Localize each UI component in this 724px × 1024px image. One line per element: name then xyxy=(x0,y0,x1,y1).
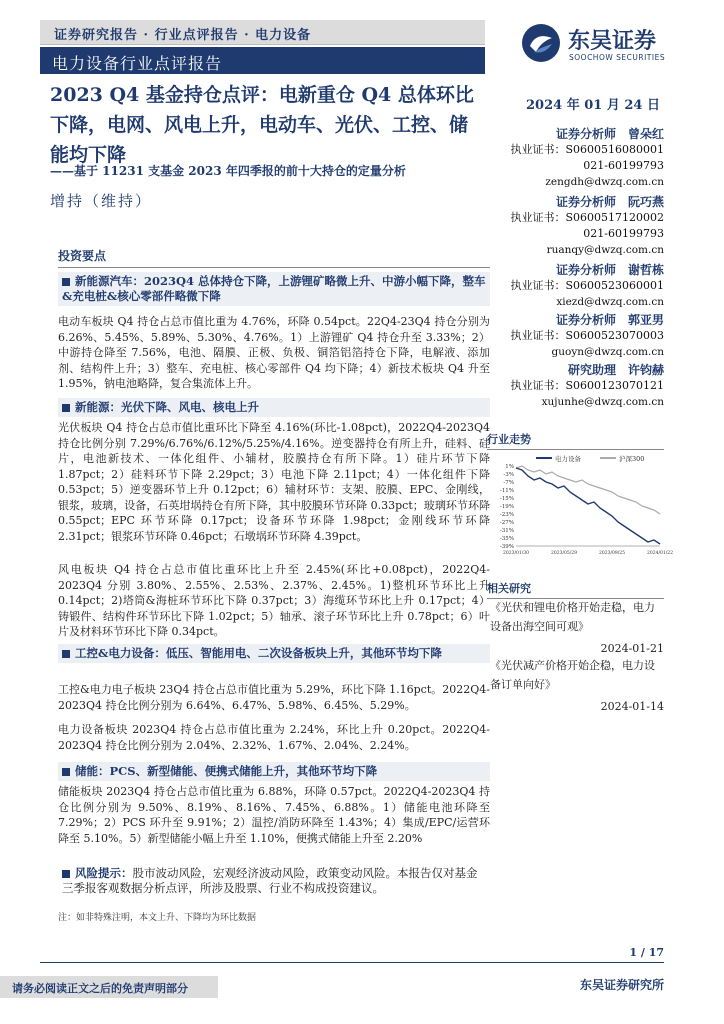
analyst-email[interactable]: xujunhe@dwzq.com.cn xyxy=(541,396,664,408)
key-point-text: 新能源汽车：2023Q4 总体持仓下降，上游锂矿略微上升、中游小幅下降，整车&充电桩&核心零部件略微下降 xyxy=(62,274,486,303)
y-tick-label: -27% xyxy=(499,520,514,526)
analyst-cert: 执业证书：S0600523060001 xyxy=(510,279,664,292)
logo-name-en: SOOCHOW SECURITIES xyxy=(569,53,666,62)
y-tick-label: -39% xyxy=(499,544,514,550)
bullet-icon xyxy=(62,768,70,776)
footer-divider xyxy=(40,962,664,963)
analyst-email[interactable]: ruanqy@dwzq.com.cn xyxy=(546,244,664,256)
category-bar xyxy=(40,47,485,74)
category-label: 电力设备行业点评报告 xyxy=(52,54,223,73)
bullet-icon xyxy=(62,278,70,286)
analyst-cert: 执业证书：S0600123070121 xyxy=(510,379,664,392)
paragraph: 电动车板块 Q4 持仓占总市值比重为 4.76%，环降 0.54pct。22Q4-23Q4 持仓分别为 6.26%、5.45%、5.89%、5.30%、4.76%。1）上游锂矿 Q4 持仓升至 3.33%；2）中游持仓降至 7.56%，电池、隔膜、正极、负极、铜箔铝箔持仓下降，电解液、添加剂、结构件上升；3）整车、充电桩、核心零部件 Q4 均下降；4）新技术板块 Q4 升至 1.95%，钠电池略降，复合集流体上升。 xyxy=(58,315,490,390)
analyst-phone: 021-60199793 xyxy=(583,227,664,240)
y-tick-label: -3% xyxy=(503,472,514,478)
related-item[interactable]: 《光伏减产价格开始企稳，电力设备订单向好》 xyxy=(490,659,655,691)
soochow-logo-icon xyxy=(520,22,562,64)
analyst-name: 证券分析师 郭亚男 xyxy=(555,313,664,327)
paragraph: 电力设备板块 2023Q4 持仓占总市值比重为 2.24%，环比上升 0.20pct。2022Q4-2023Q4 持仓比例分别为 2.04%、2.32%、1.67%、2.04%、2.24%。 xyxy=(58,723,490,752)
analyst-card xyxy=(497,362,664,410)
footnote: 注：如非特殊注明，本文上升、下降均为环比数据 xyxy=(58,913,257,923)
paragraph: 风电板块 Q4 持仓占总市值比重环比上升至 2.45%(环比+0.08pct)，2022Q4-2023Q4 分别 3.80%、2.55%、2.53%、2.37%、2.45%。1)整机环节环比上升 0.14pct；2)塔筒&海桩环节环比下降 0.37pct；3）海缆环节环比上升 0.17pct；4）铸锻件、结构件环节环比下降 1.02pct；5）轴承、滚子环节环比上升 0.78pct；6）叶片及材料环节环比下降 0.34pct。 xyxy=(58,563,490,638)
x-tick-label: 2023/09/25 xyxy=(599,551,625,556)
bullet-icon xyxy=(62,404,70,412)
section-title: 投资要点 xyxy=(58,247,490,268)
x-tick-label: 2024/01/22 xyxy=(647,551,673,556)
analyst-card xyxy=(497,194,664,258)
analyst-name: 证券分析师 曾朵红 xyxy=(555,127,664,141)
risk-note xyxy=(58,864,490,898)
related-date: 2024-01-14 xyxy=(600,700,664,713)
related-title: 相关研究 xyxy=(487,580,664,599)
trend-chart xyxy=(490,452,673,558)
key-point-text: 工控&电力设备：低压、智能用电、二次设备板块上升，其他环节均下降 xyxy=(75,646,442,660)
legend-label: 沪深300 xyxy=(619,455,645,463)
key-point-text: 储能：PCS、新型储能、便携式储能上升，其他环节均下降 xyxy=(75,764,378,778)
y-tick-label: -35% xyxy=(499,536,514,542)
bullet-icon xyxy=(62,870,70,878)
analyst-email[interactable]: zengdh@dwzq.com.cn xyxy=(545,176,664,188)
rating: 增持（维持） xyxy=(50,192,153,210)
analyst-cert: 执业证书：S0600516080001 xyxy=(510,143,664,156)
analyst-name: 证券分析师 阮巧燕 xyxy=(555,195,664,209)
disclaimer-text: 请务必阅读正文之后的免责声明部分 xyxy=(12,982,188,995)
y-tick-label: -11% xyxy=(499,488,514,494)
y-tick-label: -31% xyxy=(499,528,514,534)
analyst-email[interactable]: xiezd@dwzq.com.cn xyxy=(556,296,664,308)
y-tick-label: 1% xyxy=(505,464,514,470)
bullet-icon xyxy=(62,650,70,658)
paragraph: 光伏板块 Q4 持仓占总市值比重环比下降至 4.16%(环比-1.08pct)，2022Q4-2023Q4 持仓比例分别 7.29%/6.76%/6.12%/5.25%/4.16%。逆变器持仓有所上升，硅料、硅片，电池新技术、一体化组件、小辅材，胶膜持仓有所下降。1）硅片环节下降 1.87pct；2）硅料环节下降 2.29pct；3）电池下降 2.11pct；4）一体化组件下降 0.53pct；5）逆变器环节上升 0.12pct；6）辅材环节：支架、胶膜、EPC、金刚线，银浆，玻璃，设备，石英坩埚持仓有所下降，其中胶膜环节环降 0.33pct；玻璃环节环降 0.55pct；EPC 环节环降 0.17pct；设备环节环降 1.98pct；金刚线环节环降 2.31pct；银浆环节环降 0.46pct；石墩埚环节环降 4.39pct。 xyxy=(58,421,490,543)
trend-title: 行业走势 xyxy=(487,431,664,450)
analyst-name: 研究助理 许钧赫 xyxy=(567,363,664,377)
key-point xyxy=(58,644,490,663)
y-tick-label: -7% xyxy=(503,480,514,486)
y-tick-label: -23% xyxy=(499,512,514,518)
breadcrumb: 证券研究报告 · 行业点评报告 · 电力设备 xyxy=(54,28,312,43)
x-tick-label: 2023/01/30 xyxy=(503,551,529,556)
key-point xyxy=(58,272,490,306)
key-point xyxy=(58,398,490,417)
analyst-email[interactable]: guoyn@dwzq.com.cn xyxy=(551,346,664,358)
page-number: 1 / 17 xyxy=(629,946,664,959)
risk-text: 股市波动风险，宏观经济波动风险，政策变动风险。本报告仅对基金三季报客观数据分析点评，所涉及股票、行业不构成投资建议。 xyxy=(62,866,478,895)
analyst-card xyxy=(497,312,664,360)
report-subtitle: ——基于 11231 支基金 2023 年四季报的前十大持仓的定量分析 xyxy=(50,164,406,178)
key-point xyxy=(58,762,490,781)
analyst-name: 证券分析师 谢哲栋 xyxy=(555,263,664,277)
analyst-cert: 执业证书：S0600517120002 xyxy=(510,211,664,224)
report-title: 2023 Q4 基金持仓点评：电新重仓 Q4 总体环比下降，电网、风电上升，电动车、光伏、工控、储能均下降 xyxy=(50,84,474,166)
y-tick-label: -15% xyxy=(499,496,514,502)
paragraph: 储能板块 2023Q4 持仓占总市值比重为 6.88%，环降 0.57pct。2022Q4-2023Q4 持仓比例分别为 9.50%、8.19%、8.16%、7.45%、6.88%。1）储能电池环降至 7.29%；2）PCS 环升至 9.91%；2）温控/消防环降至 1.43%；4）集成/EPC/运营环降至 5.10%。5）新型储能小幅上升至 1.10%，便携式储能上升至 2.20% xyxy=(58,785,490,845)
legend-label: 电力设备 xyxy=(555,455,581,463)
analyst-cert: 执业证书：S0600523070003 xyxy=(510,329,664,342)
x-tick-label: 2023/05/29 xyxy=(551,551,577,556)
y-tick-label: -19% xyxy=(499,504,514,510)
breadcrumb-bar xyxy=(40,20,485,45)
related-date: 2024-01-21 xyxy=(600,642,664,655)
analyst-card xyxy=(497,262,664,310)
key-point-text: 新能源：光伏下降、风电、核电上升 xyxy=(75,400,259,414)
related-item[interactable]: 《光伏和锂电价格开始走稳，电力设备出海空间可观》 xyxy=(490,601,655,633)
paragraph: 工控&电力电子板块 23Q4 持仓占总市值比重为 5.29%，环比下降 1.16pct。2022Q4-2023Q4 持仓比例分别为 6.64%、6.47%、5.98%、6.45%、5.29%。 xyxy=(58,683,490,712)
logo xyxy=(520,22,710,66)
analyst-card xyxy=(497,126,664,190)
report-date: 2024 年 01 月 24 日 xyxy=(526,98,660,113)
institute-name: 东吴证券研究所 xyxy=(579,978,664,992)
logo-name: 东吴证券 xyxy=(568,29,657,54)
disclaimer-bar xyxy=(0,976,218,998)
risk-label: 风险提示： xyxy=(75,866,133,880)
analyst-phone: 021-60199793 xyxy=(583,159,664,172)
